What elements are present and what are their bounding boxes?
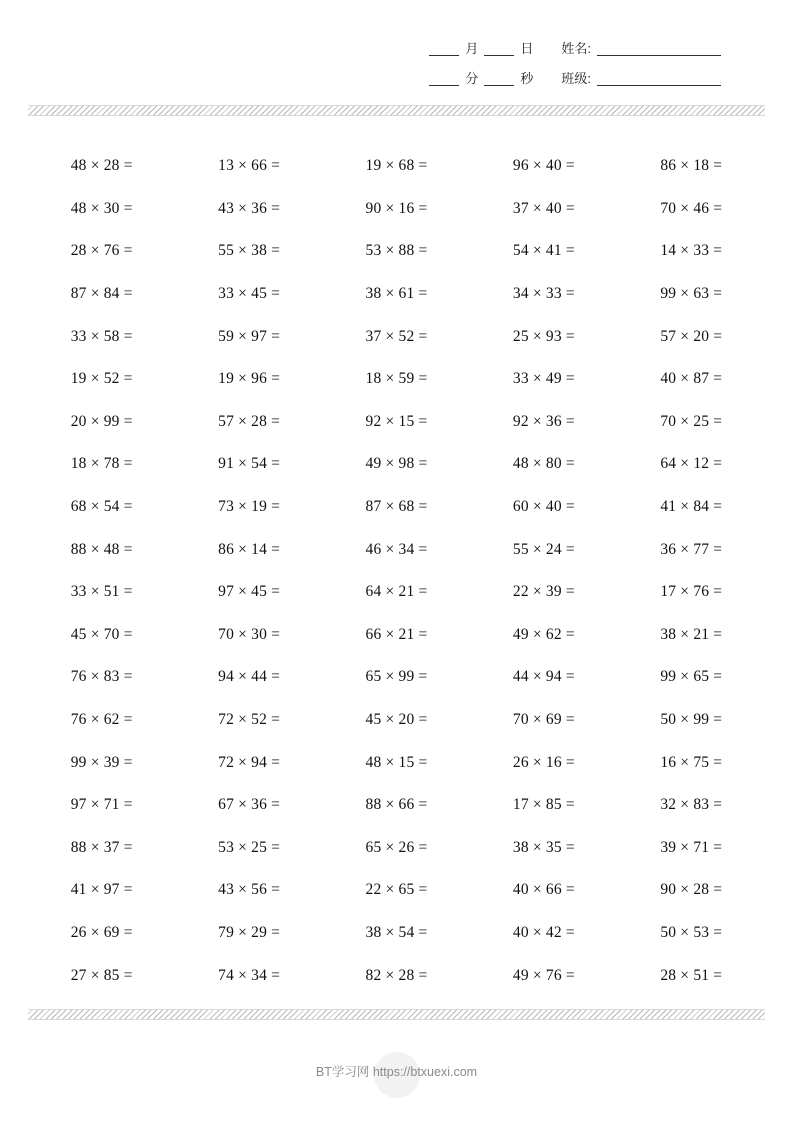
problem-cell[interactable]: 67 × 36 =	[218, 796, 281, 814]
problem-cell[interactable]: 88 × 66 =	[365, 796, 428, 814]
divider-top	[28, 105, 765, 116]
problem-cell[interactable]: 45 × 70 =	[70, 625, 133, 643]
problem-cell[interactable]: 86 × 18 =	[660, 157, 723, 175]
problem-cell[interactable]: 33 × 51 =	[70, 583, 133, 601]
problem-cell[interactable]: 99 × 63 =	[660, 285, 723, 303]
problem-cell[interactable]: 48 × 28 =	[70, 157, 133, 175]
problem-cell[interactable]: 53 × 88 =	[365, 242, 428, 260]
problem-cell[interactable]: 37 × 52 =	[365, 327, 428, 345]
problem-cell[interactable]: 46 × 34 =	[365, 540, 428, 558]
problem-cell[interactable]: 43 × 36 =	[218, 199, 281, 217]
problem-cell[interactable]: 92 × 15 =	[365, 412, 428, 430]
day-blank[interactable]	[484, 44, 514, 56]
problem-cell[interactable]: 72 × 52 =	[218, 711, 281, 729]
problem-cell[interactable]: 87 × 84 =	[70, 285, 133, 303]
problem-grid	[28, 145, 765, 997]
problem-cell[interactable]: 57 × 28 =	[218, 412, 281, 430]
problem-cell[interactable]: 43 × 56 =	[218, 881, 281, 899]
problem-cell[interactable]: 76 × 62 =	[70, 711, 133, 729]
month-blank[interactable]	[429, 44, 459, 56]
problem-cell[interactable]: 48 × 30 =	[70, 199, 133, 217]
problem-cell[interactable]: 49 × 62 =	[512, 625, 575, 643]
problem-cell[interactable]: 55 × 38 =	[218, 242, 281, 260]
problem-cell[interactable]: 79 × 29 =	[218, 923, 281, 941]
class-blank[interactable]	[597, 74, 721, 86]
problem-cell[interactable]: 49 × 76 =	[512, 966, 575, 984]
problem-cell[interactable]: 17 × 76 =	[660, 583, 723, 601]
problem-cell[interactable]: 53 × 25 =	[218, 838, 281, 856]
problem-cell[interactable]: 38 × 54 =	[365, 923, 428, 941]
problem-cell[interactable]: 34 × 33 =	[512, 285, 575, 303]
problem-cell[interactable]: 48 × 80 =	[512, 455, 575, 473]
problem-cell[interactable]: 41 × 84 =	[660, 498, 723, 516]
problem-cell[interactable]: 94 × 44 =	[218, 668, 281, 686]
problem-cell[interactable]: 27 × 85 =	[70, 966, 133, 984]
problem-cell[interactable]: 16 × 75 =	[660, 753, 723, 771]
problem-cell[interactable]: 36 × 77 =	[660, 540, 723, 558]
problem-cell[interactable]: 22 × 39 =	[512, 583, 575, 601]
problem-cell[interactable]: 44 × 94 =	[512, 668, 575, 686]
problem-cell[interactable]: 14 × 33 =	[660, 242, 723, 260]
problem-cell[interactable]: 26 × 16 =	[512, 753, 575, 771]
problem-cell[interactable]: 86 × 14 =	[218, 540, 281, 558]
footer	[0, 1062, 793, 1080]
problem-cell[interactable]: 48 × 15 =	[365, 753, 428, 771]
problem-cell[interactable]: 18 × 78 =	[70, 455, 133, 473]
problem-cell[interactable]: 70 × 30 =	[218, 625, 281, 643]
problem-cell[interactable]: 88 × 37 =	[70, 838, 133, 856]
problem-cell[interactable]: 41 × 97 =	[70, 881, 133, 899]
problem-cell[interactable]: 70 × 69 =	[512, 711, 575, 729]
problem-cell[interactable]: 88 × 48 =	[70, 540, 133, 558]
problem-cell[interactable]: 90 × 16 =	[365, 199, 428, 217]
problem-cell[interactable]: 74 × 34 =	[218, 966, 281, 984]
problem-cell[interactable]: 60 × 40 =	[512, 498, 575, 516]
problem-cell[interactable]: 40 × 87 =	[660, 370, 723, 388]
second-blank[interactable]	[484, 74, 514, 86]
problem-cell[interactable]: 18 × 59 =	[365, 370, 428, 388]
problem-cell[interactable]: 64 × 21 =	[365, 583, 428, 601]
problem-cell[interactable]: 40 × 42 =	[512, 923, 575, 941]
problem-cell[interactable]: 13 × 66 =	[218, 157, 281, 175]
problem-cell[interactable]: 39 × 71 =	[660, 838, 723, 856]
problem-cell[interactable]: 66 × 21 =	[365, 625, 428, 643]
problem-cell[interactable]: 33 × 58 =	[70, 327, 133, 345]
problem-cell[interactable]: 28 × 76 =	[70, 242, 133, 260]
problem-cell[interactable]: 99 × 39 =	[70, 753, 133, 771]
problem-cell[interactable]: 50 × 53 =	[660, 923, 723, 941]
name-label: 姓名:	[561, 41, 591, 56]
problem-cell[interactable]: 96 × 40 =	[512, 157, 575, 175]
problem-cell[interactable]: 76 × 83 =	[70, 668, 133, 686]
problem-cell[interactable]: 90 × 28 =	[660, 881, 723, 899]
problem-cell[interactable]: 64 × 12 =	[660, 455, 723, 473]
problem-cell[interactable]: 68 × 54 =	[70, 498, 133, 516]
worksheet-header	[301, 26, 721, 86]
day-label: 日	[520, 41, 534, 56]
month-label: 月	[465, 41, 479, 56]
problem-cell[interactable]: 25 × 93 =	[512, 327, 575, 345]
name-blank[interactable]	[597, 44, 721, 56]
problem-cell[interactable]: 33 × 45 =	[218, 285, 281, 303]
problem-cell[interactable]: 65 × 26 =	[365, 838, 428, 856]
minute-blank[interactable]	[429, 74, 459, 86]
problem-cell[interactable]: 32 × 83 =	[660, 796, 723, 814]
problem-cell[interactable]: 37 × 40 =	[512, 199, 575, 217]
problem-cell[interactable]: 70 × 46 =	[660, 199, 723, 217]
second-label: 秒	[520, 71, 534, 86]
problem-cell[interactable]: 99 × 65 =	[660, 668, 723, 686]
problem-cell[interactable]: 38 × 61 =	[365, 285, 428, 303]
problem-cell[interactable]: 57 × 20 =	[660, 327, 723, 345]
footer-text: BT学习网 https://btxuexi.com	[315, 1065, 478, 1079]
problem-cell[interactable]: 33 × 49 =	[512, 370, 575, 388]
divider-bottom	[28, 1009, 765, 1020]
problem-cell[interactable]: 97 × 71 =	[70, 796, 133, 814]
problem-cell[interactable]: 38 × 35 =	[512, 838, 575, 856]
problem-cell[interactable]: 49 × 98 =	[365, 455, 428, 473]
problem-cell[interactable]: 40 × 66 =	[512, 881, 575, 899]
problem-cell[interactable]: 97 × 45 =	[218, 583, 281, 601]
problem-cell[interactable]: 38 × 21 =	[660, 625, 723, 643]
problem-cell[interactable]: 17 × 85 =	[512, 796, 575, 814]
problem-cell[interactable]: 92 × 36 =	[512, 412, 575, 430]
problem-cell[interactable]: 87 × 68 =	[365, 498, 428, 516]
problem-cell[interactable]: 28 × 51 =	[660, 966, 723, 984]
problem-cell[interactable]: 19 × 52 =	[70, 370, 133, 388]
class-label: 班级:	[561, 71, 591, 86]
minute-label: 分	[465, 71, 479, 86]
problem-cell[interactable]: 45 × 20 =	[365, 711, 428, 729]
problem-cell[interactable]: 59 × 97 =	[218, 327, 281, 345]
problem-cell[interactable]: 50 × 99 =	[660, 711, 723, 729]
problem-cell[interactable]: 70 × 25 =	[660, 412, 723, 430]
problem-cell[interactable]: 55 × 24 =	[512, 540, 575, 558]
header-time-row	[301, 56, 721, 86]
problem-cell[interactable]: 19 × 68 =	[365, 157, 428, 175]
problem-cell[interactable]: 73 × 19 =	[218, 498, 281, 516]
problem-cell[interactable]: 82 × 28 =	[365, 966, 428, 984]
problem-cell[interactable]: 65 × 99 =	[365, 668, 428, 686]
problem-cell[interactable]: 72 × 94 =	[218, 753, 281, 771]
problem-cell[interactable]: 91 × 54 =	[218, 455, 281, 473]
problem-cell[interactable]: 20 × 99 =	[70, 412, 133, 430]
header-date-row	[301, 26, 721, 56]
problem-cell[interactable]: 22 × 65 =	[365, 881, 428, 899]
problem-cell[interactable]: 54 × 41 =	[512, 242, 575, 260]
problem-cell[interactable]: 19 × 96 =	[218, 370, 281, 388]
problem-cell[interactable]: 26 × 69 =	[70, 923, 133, 941]
